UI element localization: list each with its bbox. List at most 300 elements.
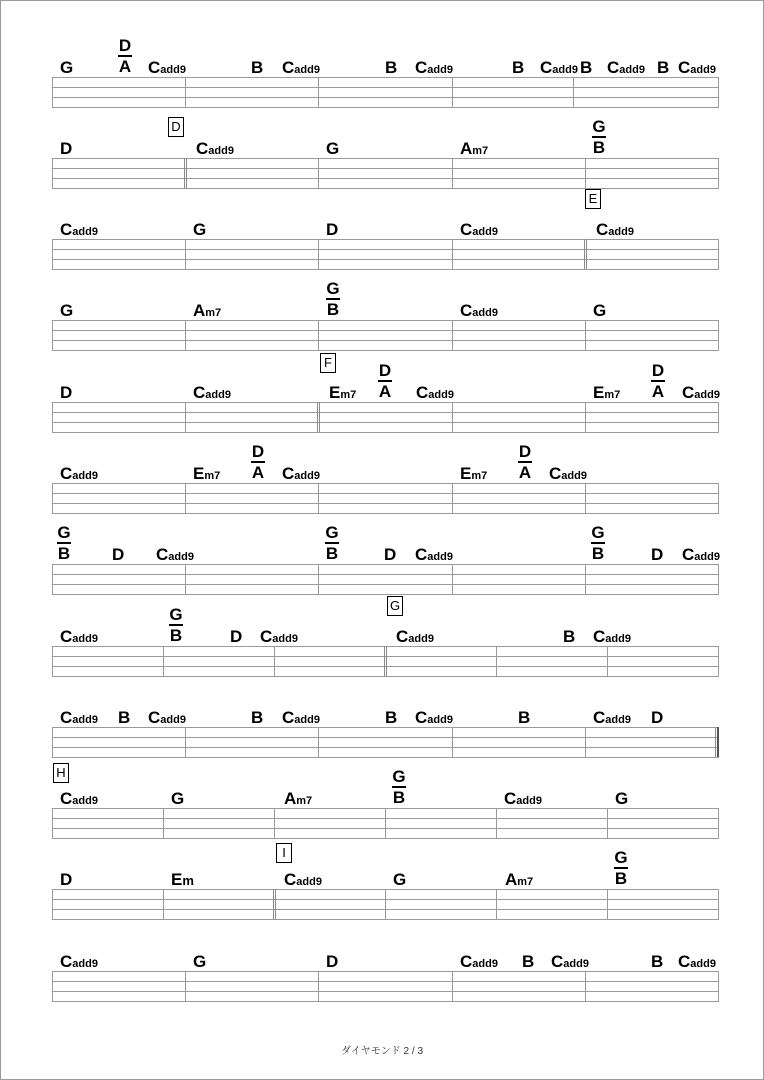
barline — [52, 646, 53, 676]
chord-root: D — [60, 139, 73, 158]
chord-upper: G — [325, 523, 339, 542]
chord-symbol — [148, 59, 186, 79]
slash-chord — [325, 280, 341, 318]
chord-root: C — [148, 58, 161, 77]
chord-symbol — [549, 465, 587, 485]
barline — [52, 320, 53, 350]
chord-root: D — [60, 870, 73, 889]
barline — [452, 564, 453, 594]
chord-symbol — [60, 628, 98, 648]
chord-root: B — [580, 58, 593, 77]
chord-root: G — [60, 301, 74, 320]
rehearsal-mark: E — [585, 189, 601, 209]
chord-symbol — [596, 221, 634, 241]
chord-quality: add9 — [516, 795, 542, 807]
barline — [718, 971, 719, 1001]
chord-symbol — [678, 953, 716, 973]
staff-line — [52, 158, 719, 159]
chord-bass: A — [651, 382, 665, 401]
chord-quality: add9 — [272, 633, 298, 645]
chord-quality: add9 — [72, 470, 98, 482]
chord-root: D — [60, 383, 73, 402]
staff-line — [52, 188, 719, 189]
slash-chord — [391, 768, 407, 806]
barline — [52, 727, 53, 757]
staff-line — [52, 971, 719, 972]
chord-symbol — [393, 871, 406, 888]
chord-symbol — [282, 465, 320, 485]
chord-root: D — [651, 545, 664, 564]
barline — [718, 77, 719, 107]
chord-root: E — [460, 464, 472, 483]
chord-symbol — [326, 953, 338, 970]
barline — [452, 320, 453, 350]
chord-root: C — [678, 58, 691, 77]
barline — [318, 77, 319, 107]
chord-quality: add9 — [427, 714, 453, 726]
slash-chord — [117, 37, 133, 75]
barline — [585, 727, 586, 757]
barline — [718, 320, 719, 350]
chord-root: C — [282, 708, 295, 727]
chord-root: C — [551, 952, 564, 971]
barline — [163, 808, 164, 838]
tab-staff — [52, 727, 719, 757]
barline — [496, 808, 497, 838]
chord-symbol — [607, 59, 645, 79]
chord-symbol — [118, 709, 130, 726]
chord-symbol — [60, 709, 98, 729]
barline — [718, 239, 719, 269]
tab-staff — [52, 808, 719, 838]
chord-symbol — [385, 709, 397, 726]
barline — [185, 971, 186, 1001]
chord-symbol — [385, 59, 397, 76]
slash-chord — [250, 443, 266, 481]
chord-symbol — [580, 59, 592, 76]
chord-bass: A — [518, 463, 532, 482]
chord-quality: m7 — [205, 307, 222, 319]
chord-root: B — [118, 708, 131, 727]
chord-root: G — [393, 870, 407, 889]
tab-staff — [52, 158, 719, 188]
staff-line — [52, 503, 719, 504]
chord-root: C — [60, 627, 73, 646]
staff-line — [52, 320, 719, 321]
barline — [585, 564, 586, 594]
slash-chord — [613, 849, 629, 887]
chord-upper: G — [169, 605, 183, 624]
chord-upper: D — [378, 361, 392, 380]
chord-root: B — [657, 58, 670, 77]
chord-quality: add9 — [690, 958, 716, 970]
staff-line — [52, 584, 719, 585]
chord-root: C — [682, 545, 695, 564]
chord-symbol — [512, 59, 524, 76]
chord-root: B — [385, 58, 398, 77]
chord-quality: m7 — [204, 470, 221, 482]
chord-root: C — [540, 58, 553, 77]
staff-line — [52, 747, 719, 748]
chord-symbol — [284, 871, 322, 891]
tab-staff — [52, 483, 719, 513]
chord-upper: G — [591, 523, 605, 542]
chord-symbol — [682, 546, 720, 566]
chord-root: D — [326, 952, 339, 971]
barline — [452, 77, 453, 107]
chord-quality: add9 — [72, 714, 98, 726]
barline — [318, 564, 319, 594]
staff-line — [52, 564, 719, 565]
rehearsal-mark: I — [276, 843, 292, 863]
chord-root: B — [385, 708, 398, 727]
chord-symbol — [460, 140, 488, 160]
chord-symbol — [460, 302, 498, 322]
chord-root: D — [230, 627, 243, 646]
barline — [496, 889, 497, 919]
slash-chord — [517, 443, 533, 481]
staff-line — [52, 168, 719, 169]
staff-line — [52, 991, 719, 992]
chord-symbol — [112, 546, 124, 563]
chord-root: C — [196, 139, 209, 158]
chord-root: E — [171, 870, 183, 889]
slash-chord — [650, 362, 666, 400]
chord-root: C — [460, 952, 473, 971]
chord-bass: B — [591, 544, 605, 563]
chord-root: C — [504, 789, 517, 808]
barline — [318, 727, 319, 757]
chord-symbol — [593, 302, 606, 319]
chord-quality: add9 — [72, 958, 98, 970]
chord-root: C — [416, 383, 429, 402]
chord-root: C — [415, 58, 428, 77]
tab-staff — [52, 564, 719, 594]
chord-root: B — [251, 58, 264, 77]
barline — [318, 158, 319, 188]
staff-line — [52, 757, 719, 758]
chord-root: C — [282, 58, 295, 77]
chord-root: C — [60, 708, 73, 727]
chord-root: G — [193, 220, 207, 239]
chord-symbol — [460, 221, 498, 241]
barline — [585, 320, 586, 350]
staff-line — [52, 483, 719, 484]
chord-quality: m7 — [517, 876, 534, 888]
chord-root: C — [260, 627, 273, 646]
chord-root: D — [112, 545, 125, 564]
staff-line — [52, 981, 719, 982]
tab-staff — [52, 402, 719, 432]
barline — [385, 889, 386, 919]
chord-bass: B — [169, 626, 183, 645]
chord-symbol — [518, 709, 530, 726]
staff-line — [52, 513, 719, 514]
chord-root: G — [326, 139, 340, 158]
barline — [585, 483, 586, 513]
chord-quality: m — [182, 873, 194, 888]
chord-symbol — [193, 465, 220, 485]
chord-root: E — [193, 464, 205, 483]
staff-line — [52, 574, 719, 575]
chord-root: G — [593, 301, 607, 320]
barline — [52, 77, 53, 107]
barline — [185, 239, 186, 269]
chord-root: C — [193, 383, 206, 402]
chord-quality: add9 — [561, 470, 587, 482]
staff-line — [52, 676, 719, 677]
barline — [573, 77, 574, 107]
chord-symbol — [615, 790, 628, 807]
barline — [52, 808, 53, 838]
double-barline — [317, 402, 320, 432]
chord-root: C — [415, 708, 428, 727]
barline — [718, 889, 719, 919]
staff-line — [52, 107, 719, 108]
chord-symbol — [193, 953, 206, 970]
chord-root: B — [522, 952, 535, 971]
staff-line — [52, 432, 719, 433]
chord-root: C — [549, 464, 562, 483]
chord-quality: add9 — [472, 307, 498, 319]
chord-symbol — [505, 871, 533, 891]
barline — [185, 320, 186, 350]
chord-bass: B — [614, 869, 628, 888]
rehearsal-mark: F — [320, 353, 336, 373]
chord-root: D — [326, 220, 339, 239]
chord-root: C — [678, 952, 691, 971]
barline — [607, 808, 608, 838]
chord-symbol — [196, 140, 234, 160]
staff-line — [52, 97, 719, 98]
slash-chord — [168, 606, 184, 644]
page-footer: ダイヤモンド 2 / 3 — [340, 1046, 424, 1057]
barline — [452, 483, 453, 513]
chord-quality: add9 — [294, 470, 320, 482]
chord-root: A — [460, 139, 473, 158]
chord-quality: add9 — [72, 633, 98, 645]
chord-root: E — [329, 383, 341, 402]
tab-staff — [52, 320, 719, 350]
chord-quality: m7 — [472, 145, 489, 157]
chord-root: G — [193, 952, 207, 971]
staff-line — [52, 1001, 719, 1002]
chord-quality: add9 — [168, 551, 194, 563]
barline — [52, 402, 53, 432]
staff-line — [52, 87, 719, 88]
slash-chord — [591, 118, 607, 156]
barline — [318, 320, 319, 350]
staff-line — [52, 493, 719, 494]
staff-line — [52, 737, 719, 738]
chord-root: C — [60, 952, 73, 971]
barline — [718, 808, 719, 838]
chord-symbol — [415, 546, 453, 566]
barline — [718, 564, 719, 594]
chord-quality: add9 — [72, 226, 98, 238]
barline — [185, 483, 186, 513]
barline — [318, 971, 319, 1001]
barline — [52, 158, 53, 188]
chord-quality: m7 — [340, 389, 357, 401]
chord-symbol — [284, 790, 312, 810]
slash-chord — [324, 524, 340, 562]
chord-symbol — [60, 384, 72, 401]
tab-staff — [52, 646, 719, 676]
chord-quality: add9 — [694, 389, 720, 401]
chord-root: C — [607, 58, 620, 77]
barline — [163, 889, 164, 919]
chord-symbol — [326, 140, 339, 157]
chord-root: C — [156, 545, 169, 564]
chord-bass: B — [325, 544, 339, 563]
staff-line — [52, 330, 719, 331]
chord-upper: D — [251, 442, 265, 461]
slash-chord — [56, 524, 72, 562]
chord-symbol — [60, 140, 72, 157]
chord-bass: B — [57, 544, 71, 563]
chord-symbol — [60, 302, 73, 319]
chord-symbol — [416, 384, 454, 404]
chord-symbol — [682, 384, 720, 404]
tab-staff — [52, 971, 719, 1001]
chord-quality: add9 — [160, 64, 186, 76]
rehearsal-mark: H — [53, 763, 69, 783]
staff-line — [52, 259, 719, 260]
chord-symbol — [415, 709, 453, 729]
chord-symbol — [60, 871, 72, 888]
chord-root: G — [171, 789, 185, 808]
chord-symbol — [260, 628, 298, 648]
chord-root: B — [518, 708, 531, 727]
slash-chord — [590, 524, 606, 562]
rehearsal-mark: G — [387, 596, 403, 616]
chord-symbol — [193, 221, 206, 238]
chord-quality: add9 — [296, 876, 322, 888]
chord-quality: add9 — [619, 64, 645, 76]
chord-upper: D — [651, 361, 665, 380]
chord-symbol — [230, 628, 242, 645]
chord-quality: add9 — [552, 64, 578, 76]
chord-root: D — [651, 708, 664, 727]
staff-line — [52, 422, 719, 423]
chord-symbol — [60, 59, 73, 76]
chord-symbol — [60, 221, 98, 241]
staff-line — [52, 249, 719, 250]
barline — [318, 239, 319, 269]
chord-root: C — [415, 545, 428, 564]
barline — [452, 402, 453, 432]
chord-symbol — [460, 465, 487, 485]
chord-bass: B — [592, 138, 606, 157]
staff-line — [52, 919, 719, 920]
chord-quality: add9 — [408, 633, 434, 645]
chord-symbol — [522, 953, 534, 970]
chord-root: C — [593, 627, 606, 646]
chord-root: C — [460, 220, 473, 239]
chord-symbol — [148, 709, 186, 729]
chord-root: A — [505, 870, 518, 889]
barline — [185, 77, 186, 107]
chord-upper: G — [392, 767, 406, 786]
rehearsal-mark: D — [168, 117, 184, 137]
chord-bass: B — [392, 788, 406, 807]
staff-line — [52, 350, 719, 351]
double-barline — [273, 889, 276, 919]
chord-quality: add9 — [694, 551, 720, 563]
double-barline — [384, 646, 387, 676]
tab-staff — [52, 77, 719, 107]
chord-bass: A — [251, 463, 265, 482]
final-barline — [715, 727, 719, 757]
chord-root: C — [60, 220, 73, 239]
staff-line — [52, 340, 719, 341]
chord-root: C — [396, 627, 409, 646]
staff-line — [52, 594, 719, 595]
barline — [274, 646, 275, 676]
chord-root: B — [563, 627, 576, 646]
chord-root: A — [193, 301, 206, 320]
chord-root: C — [593, 708, 606, 727]
chord-symbol — [593, 709, 631, 729]
staff-line — [52, 838, 719, 839]
chord-bass: A — [378, 382, 392, 401]
chord-quality: m7 — [604, 389, 621, 401]
barline — [452, 727, 453, 757]
chord-quality: add9 — [472, 226, 498, 238]
barline — [52, 239, 53, 269]
chord-root: B — [512, 58, 525, 77]
barline — [718, 158, 719, 188]
chord-quality: add9 — [472, 958, 498, 970]
chord-symbol — [193, 384, 231, 404]
chord-symbol — [282, 709, 320, 729]
barline — [52, 564, 53, 594]
chord-root: E — [593, 383, 605, 402]
chord-root: C — [60, 789, 73, 808]
chord-symbol — [60, 790, 98, 810]
chord-upper: D — [118, 36, 132, 55]
chord-symbol — [415, 59, 453, 79]
chord-symbol — [329, 384, 356, 404]
barline — [585, 971, 586, 1001]
barline — [163, 646, 164, 676]
barline — [452, 158, 453, 188]
barline — [607, 889, 608, 919]
barline — [718, 646, 719, 676]
chord-root: G — [60, 58, 74, 77]
chord-quality: add9 — [690, 64, 716, 76]
chord-symbol — [251, 709, 263, 726]
chord-quality: add9 — [427, 64, 453, 76]
chord-symbol — [678, 59, 716, 79]
chord-symbol — [504, 790, 542, 810]
barline — [585, 402, 586, 432]
chord-symbol — [251, 59, 263, 76]
chord-quality: add9 — [208, 145, 234, 157]
chord-upper: G — [592, 117, 606, 136]
chord-symbol — [563, 628, 575, 645]
barline — [385, 808, 386, 838]
barline — [718, 483, 719, 513]
double-barline — [584, 239, 587, 269]
chord-quality: add9 — [205, 389, 231, 401]
chord-symbol — [651, 953, 663, 970]
tab-staff — [52, 889, 719, 919]
chord-symbol — [171, 871, 194, 889]
chord-upper: G — [614, 848, 628, 867]
staff-line — [52, 178, 719, 179]
